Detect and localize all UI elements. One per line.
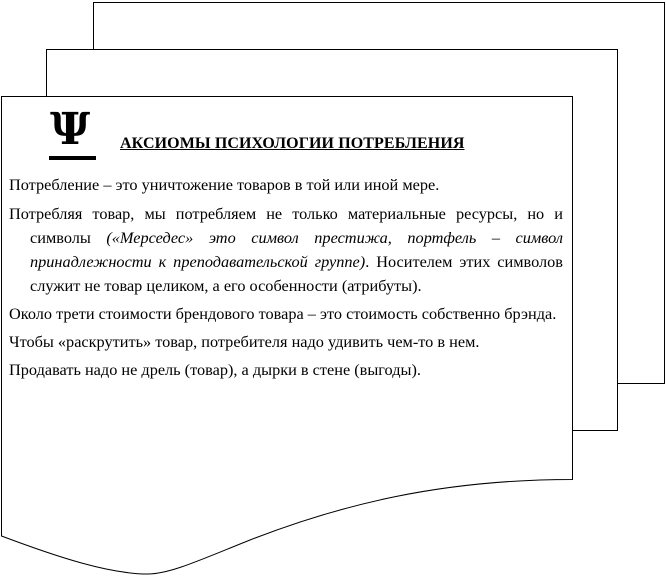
axiom-paragraph: [9, 202, 563, 298]
page-title: АКСИОМЫ ПСИХОЛОГИИ ПОТРЕБЛЕНИЯ: [120, 135, 465, 152]
axiom-text: Потребляя товар, мы потребляем не только материальные ресурсы, но и символы: [9, 204, 563, 247]
axiom-text: . Носителем этих символов служит не товар целиком, а его особенности (атрибуты).: [30, 252, 563, 295]
axiom-paragraph: Потребление – это уничтожение товаров в той или иной мере.: [9, 175, 440, 194]
psi-underline: [49, 156, 96, 160]
psi-icon: Ψ: [50, 104, 91, 155]
axiom-example-italic: («Мерседес» это символ престижа, портфель – символ принадлежности к преподавательской группе): [30, 228, 563, 271]
axiom-paragraph: Около трети стоимости брендового товара – это стоимость собственно брэнда.: [9, 304, 557, 323]
axiom-paragraph: Чтобы «раскрутить» товар, потребителя надо удивить чем-то в нем.: [9, 332, 480, 351]
document-header: [9, 104, 563, 164]
document-content: [9, 104, 563, 386]
axiom-paragraph: Продавать надо не дрель (товар), а дырки в стене (выгоды).: [9, 360, 421, 379]
